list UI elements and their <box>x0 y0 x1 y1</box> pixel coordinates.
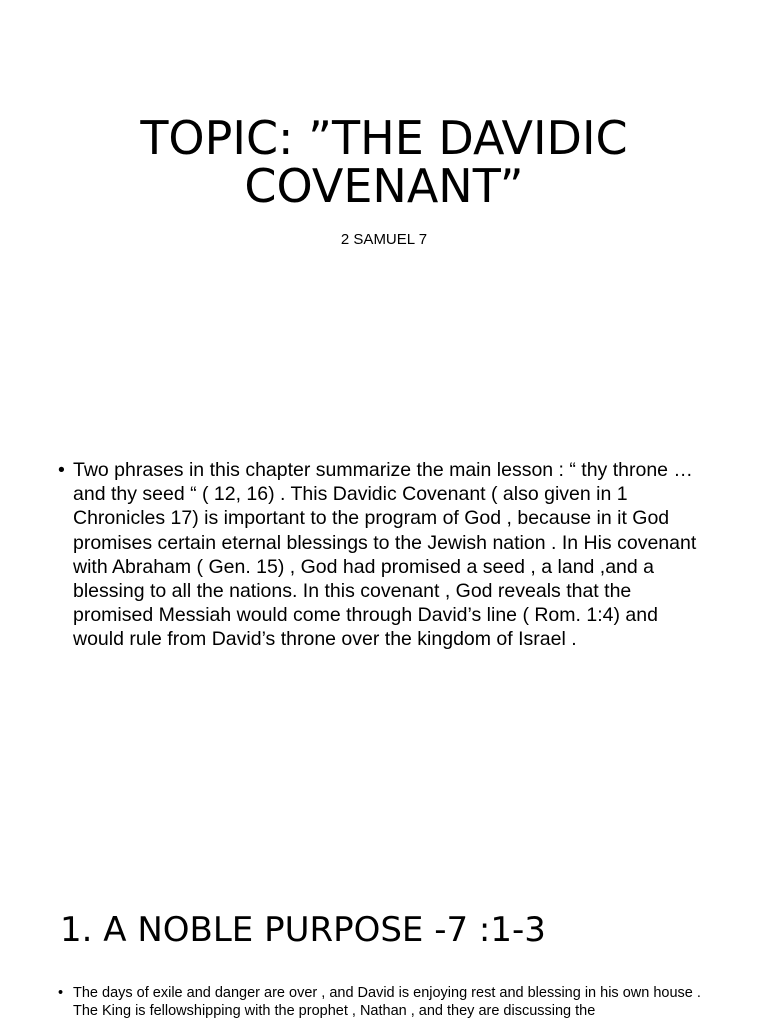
section-bullet-text: The days of exile and danger are over , and David is enjoying rest and blessing in his own house . The King is fellowshipping with the prophet , Nathan , and they are discussing the <box>73 985 701 1019</box>
slide-title: TOPIC: ”THE DAVIDIC COVENANT” <box>140 111 628 213</box>
section-bullet-list <box>58 984 708 1020</box>
bullet-icon: • <box>58 985 64 1001</box>
summary-bullet-item <box>58 458 708 652</box>
summary-slide <box>0 440 768 680</box>
summary-bullet-text: Two phrases in this chapter summarize the main lesson : “ thy throne … and thy seed “ ( 12, 16) . This Davidic Covenant ( also given in 1 Chronicles 17) is important to the program of God , because in it God promises certain eternal blessings to the Jewish nation . In His covenant with Abraham ( Gen. 15) , God had promised a seed , a land ,and a blessing to all the nations. In this covenant , God reveals that the promised Messiah would come through David’s line ( Rom. 1:4) and would rule from David’s throne over the kingdom of Israel . <box>73 459 697 651</box>
bullet-icon: • <box>58 459 65 481</box>
summary-bullet-list <box>58 458 708 652</box>
title-slide <box>0 0 768 290</box>
section-heading: 1. A NOBLE PURPOSE -7 :1-3 <box>60 910 546 950</box>
section-bullet-item <box>58 984 708 1020</box>
noble-purpose-slide <box>0 900 768 1024</box>
slide-subtitle: 2 SAMUEL 7 <box>340 231 428 248</box>
